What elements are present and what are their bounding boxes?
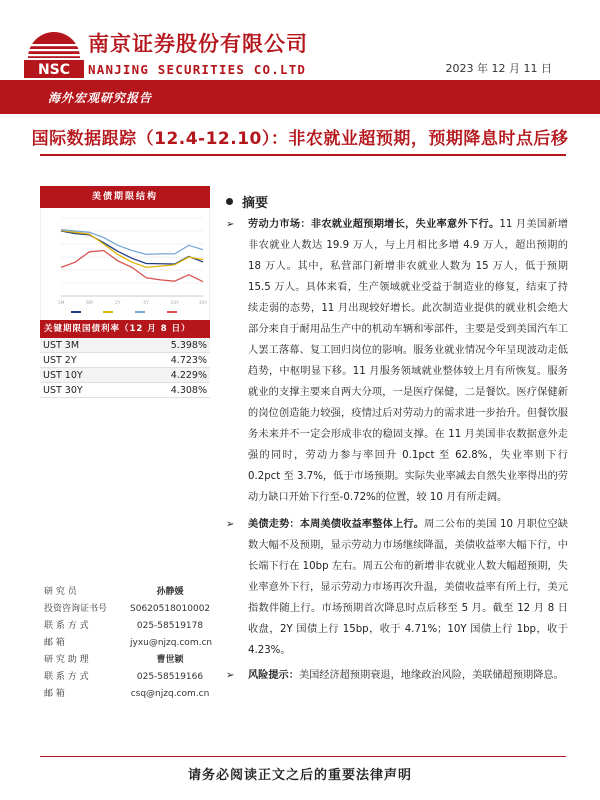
- svg-text:NSC: NSC: [37, 62, 71, 78]
- bullet-dot-icon: [226, 198, 233, 205]
- sidebar: [40, 186, 210, 398]
- curve-panel-title: 美债期限结构: [40, 186, 210, 208]
- legal-notice: 请务必阅读正文之后的重要法律声明: [187, 768, 412, 783]
- x-tick-label: 6M: [86, 301, 93, 306]
- headline-divider: [40, 154, 566, 156]
- rate-value: 4.308%: [170, 385, 207, 396]
- legend-swatch: [103, 311, 113, 313]
- report-type-banner: [0, 80, 600, 114]
- phone2-row: [44, 669, 210, 686]
- report-headline: 国际数据跟踪（12.4-12.10）：非农就业超预期，预期降息时点后移: [31, 129, 569, 149]
- paragraph-lead: 美债走势：本周美债收益率整体上行。: [248, 519, 425, 530]
- phone2-label: 联 系 方 式: [44, 672, 89, 682]
- analyst-name: 孙静媛: [156, 587, 184, 597]
- yield-curve-svg: [41, 208, 211, 320]
- summary-body: [226, 214, 568, 686]
- rate-name: UST 3M: [43, 340, 80, 351]
- assistant-name: 曹世颖: [156, 655, 184, 665]
- phone2-value: 025-58519166: [136, 672, 204, 682]
- summary-heading: [226, 192, 268, 211]
- paragraph-text: 11 月美国新增非农就业人数达 19.9 万人，与上月相比多增 4.9 万人，超出预期的 18 万人。其中，私营部门新增非农就业人数为 15 万人，低于预期 15.5 万人。具体来看，生产领域就业受益于制造业的修复，结束了持续走弱的态势，11 月出现较好增长。此次制造业提供的就业机会绝大部分来自于耐用品生产中的机动车辆和零部件，主要是受到美国汽车工人罢工落幕、复工回归岗位的影响。服务业就业情况今年呈现波动走低趋势，中枢明显下移。11 月服务领域就业整体较上月有所恢复。服务就业的支撑主要来自两大分项，一是医疗保健，二是餐饮。医疗保健新的岗位创造能力较强，疫情过后对劳动力的需求进一步抬升。但餐饮服务未来并不一定会形成非农的稳固支撑。在 11 月美国非农数据意外走强的同时，劳动力参与率回升 0.1pct 至 62.8%，失业率则下行 0.2pct 至 3.7%，低于市场预期。实际失业率减去自然失业率得出的劳动力缺口开始下行至-0.72%的位置，较 10 月有所走阔。: [248, 219, 569, 503]
- rate-name: UST 30Y: [43, 385, 83, 396]
- email2-row: [44, 686, 210, 703]
- cert-value: S0620518010002: [130, 604, 211, 614]
- phone-label: 联 系 方 式: [44, 621, 89, 631]
- rate-row: [40, 383, 210, 398]
- email-row: [44, 635, 213, 652]
- email-label: 邮 箱: [44, 638, 65, 648]
- footer-divider: [40, 756, 566, 757]
- cert-row: [44, 601, 210, 618]
- rate-row: [40, 353, 210, 368]
- legend-swatch: [167, 311, 177, 313]
- rate-value: 4.723%: [170, 355, 207, 366]
- rate-name: UST 10Y: [43, 370, 83, 381]
- report-type-label: 海外宏观研究报告: [48, 91, 153, 105]
- summary-paragraph: [226, 665, 568, 686]
- x-tick-label: 10Y: [170, 301, 179, 306]
- cert-label: 投资咨询证书号: [44, 604, 108, 614]
- rate-value: 4.229%: [170, 370, 207, 381]
- report-date: 2023 年 12 月 11 日: [445, 62, 552, 75]
- assistant-label: 研 究 助 理: [44, 655, 89, 665]
- x-tick-label: 30Y: [198, 301, 208, 306]
- email2-link[interactable]: csq@njzq.com.cn: [130, 689, 210, 699]
- summary-paragraph: [226, 514, 568, 661]
- rate-row: [40, 368, 210, 383]
- series-line-current: [61, 231, 203, 264]
- company-logo: [22, 24, 308, 84]
- nsc-logo-icon: [22, 24, 86, 84]
- x-tick-label: 2Y: [114, 301, 121, 306]
- assistant-row: [44, 652, 210, 669]
- email-link[interactable]: jyxu@njzq.com.cn: [130, 638, 213, 648]
- rate-name: UST 2Y: [43, 355, 77, 366]
- arrow-bullet-icon: ➢: [226, 519, 235, 530]
- company-name-en: NANJING SECURITIES CO.LTD: [88, 62, 307, 77]
- legend-swatch: [135, 311, 145, 313]
- arrow-bullet-icon: ➢: [226, 670, 235, 681]
- arrow-bullet-icon: ➢: [226, 219, 235, 230]
- summary-title: 摘要: [242, 196, 269, 211]
- yield-curve-chart: [40, 208, 210, 320]
- rate-value: 5.398%: [170, 340, 207, 351]
- phone-value: 025-58519178: [136, 621, 204, 631]
- company-name-cn: 南京证券股份有限公司: [88, 32, 308, 56]
- rate-row: [40, 338, 210, 353]
- x-tick-label: 1M: [57, 301, 65, 306]
- summary-paragraph: [226, 214, 568, 508]
- paragraph-lead: 劳动力市场：非农就业超预期增长，失业率意外下行。: [248, 219, 500, 230]
- rate-table: [40, 338, 210, 398]
- series-line-1y-ago: [61, 251, 203, 282]
- contact-block: [44, 584, 213, 703]
- paragraph-text: 美国经济超预期衰退，地缘政治风险，美联储超预期降息。: [298, 670, 564, 681]
- paragraph-lead: 风险提示：: [248, 670, 299, 681]
- rate-panel-title: 关键期限国债利率（12 月 8 日）: [40, 320, 210, 338]
- legend-swatch: [71, 311, 81, 313]
- analyst-label: 研 究 员: [44, 587, 77, 597]
- analyst-row: [44, 584, 210, 601]
- paragraph-text: 周二公布的美国 10 月职位空缺数大幅不及预期，显示劳动力市场继续降温，美债收益率大幅下行，中长端下行在 10bp 左右。周五公布的新增非农就业人数大幅超预期，失业率意外下行，显示劳动力市场再次升温，美债收益率有所上行，美元指数伴随上行。市场预期首次降息时点后移至 5 月。截至 12 月 8 日收盘，2Y 国债上行 15bp，收于 4.71%；10Y 国债上行 1bp，收于 4.23%。: [248, 519, 568, 656]
- email2-label: 邮 箱: [44, 689, 65, 699]
- phone-row: [44, 618, 210, 635]
- x-tick-label: 5Y: [143, 301, 150, 306]
